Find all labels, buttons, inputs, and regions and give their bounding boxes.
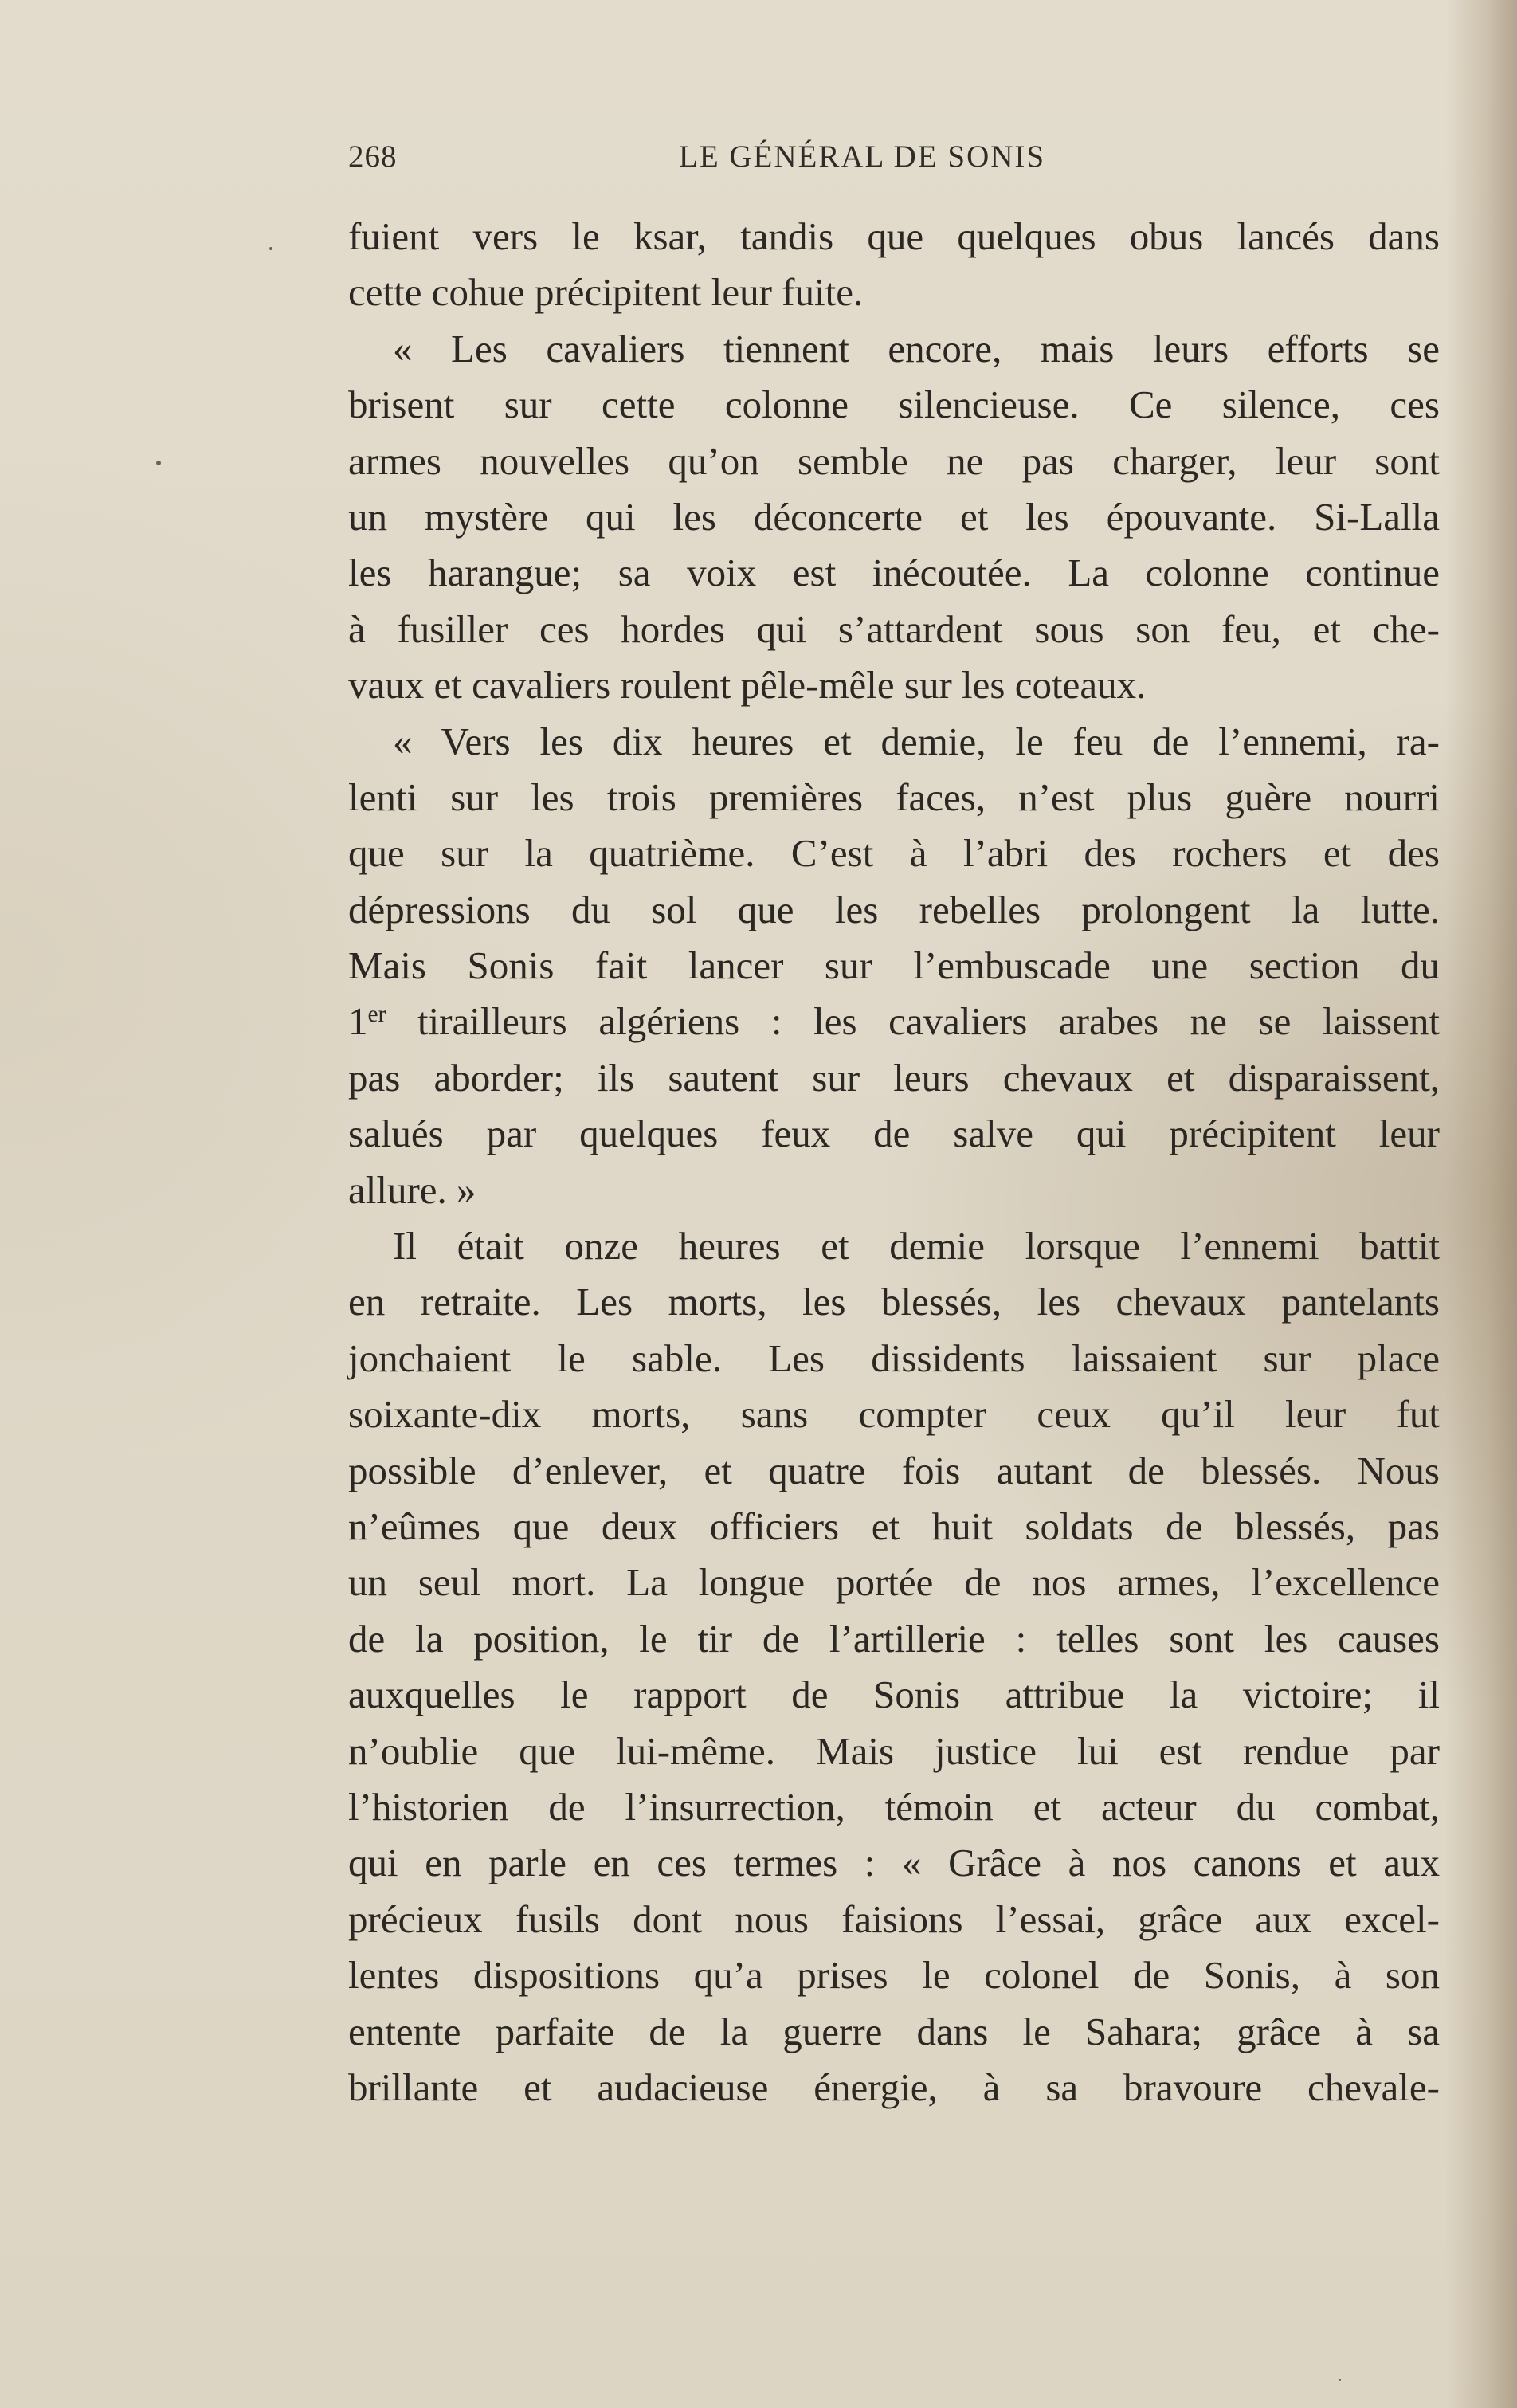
text-line: les harangue; sa voix est inécoutée. La colonne continue (348, 551, 1440, 595)
text-line: salués par quelques feux de salve qui précipitent leur (348, 1112, 1440, 1156)
text-line: de la position, le tir de l’artillerie : telles sont les causes (348, 1616, 1440, 1661)
text-line: dépressions du sol que les rebelles prolongent la lutte. (348, 887, 1440, 931)
text-line: pas aborder; ils sautent sur leurs chevaux et disparaissent, (348, 1055, 1440, 1100)
text-line: brillante et audacieuse énergie, à sa bravoure chevale- (348, 2065, 1440, 2109)
text-line: possible d’enlever, et quatre fois autant de blessés. Nous (348, 1448, 1440, 1492)
text-line: à fusiller ces hordes qui s’attardent sous son feu, et che- (348, 606, 1440, 651)
body-text (348, 209, 1440, 2116)
paper-speck (1339, 2379, 1341, 2381)
text-line: cette cohue précipitent leur fuite. (348, 270, 864, 315)
text-line: 1er tirailleurs algériens : les cavaliers arabes ne se laissent (348, 999, 1440, 1044)
text-line: entente parfaite de la guerre dans le Sahara; grâce à sa (348, 2009, 1440, 2053)
text-line: un mystère qui les déconcerte et les épouvante. Si-Lalla (348, 494, 1440, 539)
text-line: précieux fusils dont nous faisions l’essai, grâce aux excel- (348, 1896, 1440, 1941)
text-line: auxquelles le rapport de Sonis attribue la victoire; il (348, 1673, 1440, 1717)
text-line: allure. » (348, 1167, 476, 1212)
text-line: un seul mort. La longue portée de nos armes, l’excellence (348, 1560, 1440, 1605)
text-line: soixante-dix morts, sans compter ceux qu’il leur fut (348, 1392, 1440, 1437)
paper-speck (269, 247, 272, 250)
text-line: lentes dispositions qu’a prises le colonel de Sonis, à son (348, 1953, 1440, 1998)
paper-speck (156, 461, 161, 465)
text-line: jonchaient le sable. Les dissidents laissaient sur place (348, 1335, 1440, 1380)
text-line: n’oublie que lui-même. Mais justice lui est rendue par (348, 1728, 1440, 1773)
page-number: 268 (348, 139, 398, 174)
text-line: « Les cavaliers tiennent encore, mais leurs efforts se (393, 326, 1440, 371)
text-line: qui en parle en ces termes : « Grâce à nos canons et aux (348, 1841, 1440, 1885)
binding-shadow (1445, 0, 1517, 2408)
text-line: n’eûmes que deux officiers et huit soldats de blessés, pas (348, 1504, 1440, 1548)
text-line: Mais Sonis fait lancer sur l’embuscade une section du (348, 943, 1440, 988)
text-line: Il était onze heures et demie lorsque l’ennemi battit (393, 1224, 1440, 1269)
text-line: fuient vers le ksar, tandis que quelques obus lancés dans (348, 214, 1440, 258)
running-title: LE GÉNÉRAL DE SONIS (679, 139, 1046, 174)
text-line: l’historien de l’insurrection, témoin et acteur du combat, (348, 1784, 1440, 1829)
text-line: armes nouvelles qu’on semble ne pas charger, leur sont (348, 438, 1440, 483)
text-line: brisent sur cette colonne silencieuse. Ce silence, ces (348, 382, 1440, 427)
text-line: lenti sur les trois premières faces, n’est plus guère nourri (348, 775, 1440, 819)
text-line: « Vers les dix heures et demie, le feu de l’ennemi, ra- (393, 719, 1440, 763)
text-line: vaux et cavaliers roulent pêle-mêle sur les coteaux. (348, 663, 1147, 708)
text-line: en retraite. Les morts, les blessés, les chevaux pantelants (348, 1280, 1440, 1324)
page-header (348, 134, 1097, 182)
text-line: que sur la quatrième. C’est à l’abri des rochers et des (348, 831, 1440, 876)
